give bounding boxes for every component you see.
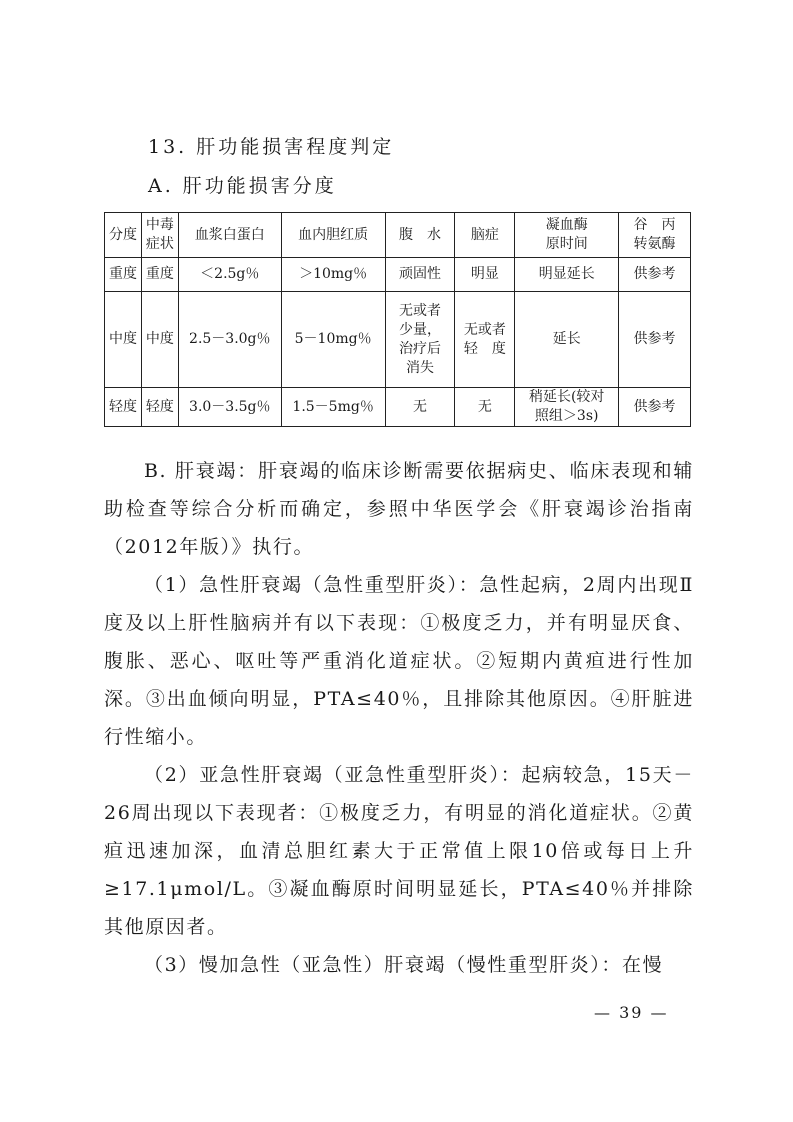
table-cell-line: 1.5－5mg％ xyxy=(292,398,374,415)
table-cell-line: 供参考 xyxy=(633,331,676,347)
table-cell xyxy=(385,292,455,388)
column-header xyxy=(178,213,281,258)
section-heading: 13. 肝功能损害程度判定 xyxy=(148,136,395,158)
table-cell xyxy=(455,292,515,388)
table-cell-line: 供参考 xyxy=(633,398,676,415)
table-cell-line: 治疗后 xyxy=(398,340,441,357)
table-cell xyxy=(515,292,619,388)
table-cell-line: 轻度 xyxy=(145,398,174,415)
table-cell-line: 5－10mg％ xyxy=(294,331,372,347)
table-cell-line: ＜2.5g％ xyxy=(200,266,260,282)
table-cell-line: 中度 xyxy=(108,331,137,347)
table-cell xyxy=(178,258,281,292)
table-cell xyxy=(105,292,142,388)
table-cell-line: 供参考 xyxy=(633,266,676,282)
table-cell-line: 中度 xyxy=(145,331,174,347)
subacute-liver-failure-paragraph: （2）亚急性肝衰竭（亚急性重型肝炎）：起病较急，15天－26周出现以下表现者：①极度乏力，有明显的消化道症状。②黄疸迅速加深，血清总胆红素大于正常值上限10倍或每日上升≥17.1μmol/L。③凝血酶原时间明显延长，PTA≤40％并排除其他原因者。 xyxy=(104,764,694,938)
table-cell xyxy=(385,388,455,427)
table-cell xyxy=(385,258,455,292)
table-cell xyxy=(515,388,619,427)
column-header xyxy=(515,213,619,258)
table-row-severe xyxy=(105,258,691,292)
table-cell-line: 稍延长(较对 xyxy=(528,389,605,405)
page-number: — 39 — xyxy=(594,1003,669,1022)
table-cell-line: 少量， xyxy=(398,321,441,338)
column-header-line: 转氨酶 xyxy=(633,236,676,252)
table-cell xyxy=(281,258,385,292)
liver-damage-grade-table xyxy=(104,212,691,427)
table-cell-line: 无或者 xyxy=(463,321,506,338)
column-header-line: 凝血酶 xyxy=(545,217,588,233)
table-cell-line: 轻度 xyxy=(108,398,137,415)
table-cell-line: 照组＞3s) xyxy=(534,408,599,424)
table-cell-line: 消失 xyxy=(405,359,434,376)
column-header xyxy=(455,213,515,258)
column-header xyxy=(385,213,455,258)
column-header xyxy=(141,213,178,258)
table-cell xyxy=(281,292,385,388)
table-cell-line: 无或者 xyxy=(398,302,441,319)
table-cell-line: 轻 度 xyxy=(463,340,506,357)
table-cell-line: ＞10mg％ xyxy=(299,266,368,282)
table-cell xyxy=(178,292,281,388)
table-title: A. 肝功能损害分度 xyxy=(148,175,337,197)
table-cell xyxy=(141,292,178,388)
column-header-line: 原时间 xyxy=(545,236,588,252)
table-cell xyxy=(619,292,691,388)
column-header-line: 血内胆红质 xyxy=(298,226,369,243)
table-cell xyxy=(141,388,178,427)
table-cell-line: 延长 xyxy=(552,331,581,347)
table-cell-line: 顽固性 xyxy=(398,266,441,282)
table-cell-line: 明显 xyxy=(470,266,499,282)
column-header-line: 中毒 xyxy=(145,217,174,233)
column-header xyxy=(105,213,142,258)
liver-failure-paragraph: B. 肝衰竭：肝衰竭的临床诊断需要依据病史、临床表现和辅助检查等综合分析而确定，参照中华医学会《肝衰竭诊治指南（2012年版）》执行。 xyxy=(104,460,694,558)
table-cell xyxy=(619,388,691,427)
table-cell xyxy=(619,258,691,292)
table-cell-line: 重度 xyxy=(108,266,137,282)
table-cell xyxy=(105,258,142,292)
acute-liver-failure-paragraph: （1）急性肝衰竭（急性重型肝炎）：急性起病，2周内出现Ⅱ度及以上肝性脑病并有以下表现：①极度乏力，并有明显厌食、腹胀、恶心、呕吐等严重消化道症状。②短期内黄疸进行性加深。③出血倾向明显，PTA≤40％，且排除其他原因。④肝脏进行性缩小。 xyxy=(104,574,694,748)
column-header-line: 腹 水 xyxy=(398,226,441,243)
table-cell xyxy=(105,388,142,427)
column-header xyxy=(281,213,385,258)
chronic-liver-failure-paragraph: （3）慢加急性（亚急性）肝衰竭（慢性重型肝炎）：在慢 xyxy=(144,954,664,976)
table-cell xyxy=(281,388,385,427)
column-header-line: 分度 xyxy=(108,226,137,243)
table-cell-line: 无 xyxy=(412,398,427,415)
column-header xyxy=(619,213,691,258)
column-header-line: 谷 丙 xyxy=(633,217,676,233)
column-header-line: 血浆白蛋白 xyxy=(194,226,265,243)
table-header-row xyxy=(105,213,691,258)
table-cell xyxy=(515,258,619,292)
table-cell xyxy=(455,388,515,427)
table-cell xyxy=(178,388,281,427)
table-cell-line: 重度 xyxy=(145,266,174,282)
table-cell-line: 明显延长 xyxy=(538,266,595,282)
column-header-line: 症状 xyxy=(145,236,174,252)
column-header-line: 脑症 xyxy=(470,226,499,243)
table-cell-line: 无 xyxy=(477,398,492,415)
table-row-mild xyxy=(105,388,691,427)
table-cell xyxy=(455,258,515,292)
table-cell-line: 3.0－3.5g％ xyxy=(189,398,271,415)
table-cell-line: 2.5－3.0g％ xyxy=(189,331,271,347)
table-row-moderate xyxy=(105,292,691,388)
table-cell xyxy=(141,258,178,292)
